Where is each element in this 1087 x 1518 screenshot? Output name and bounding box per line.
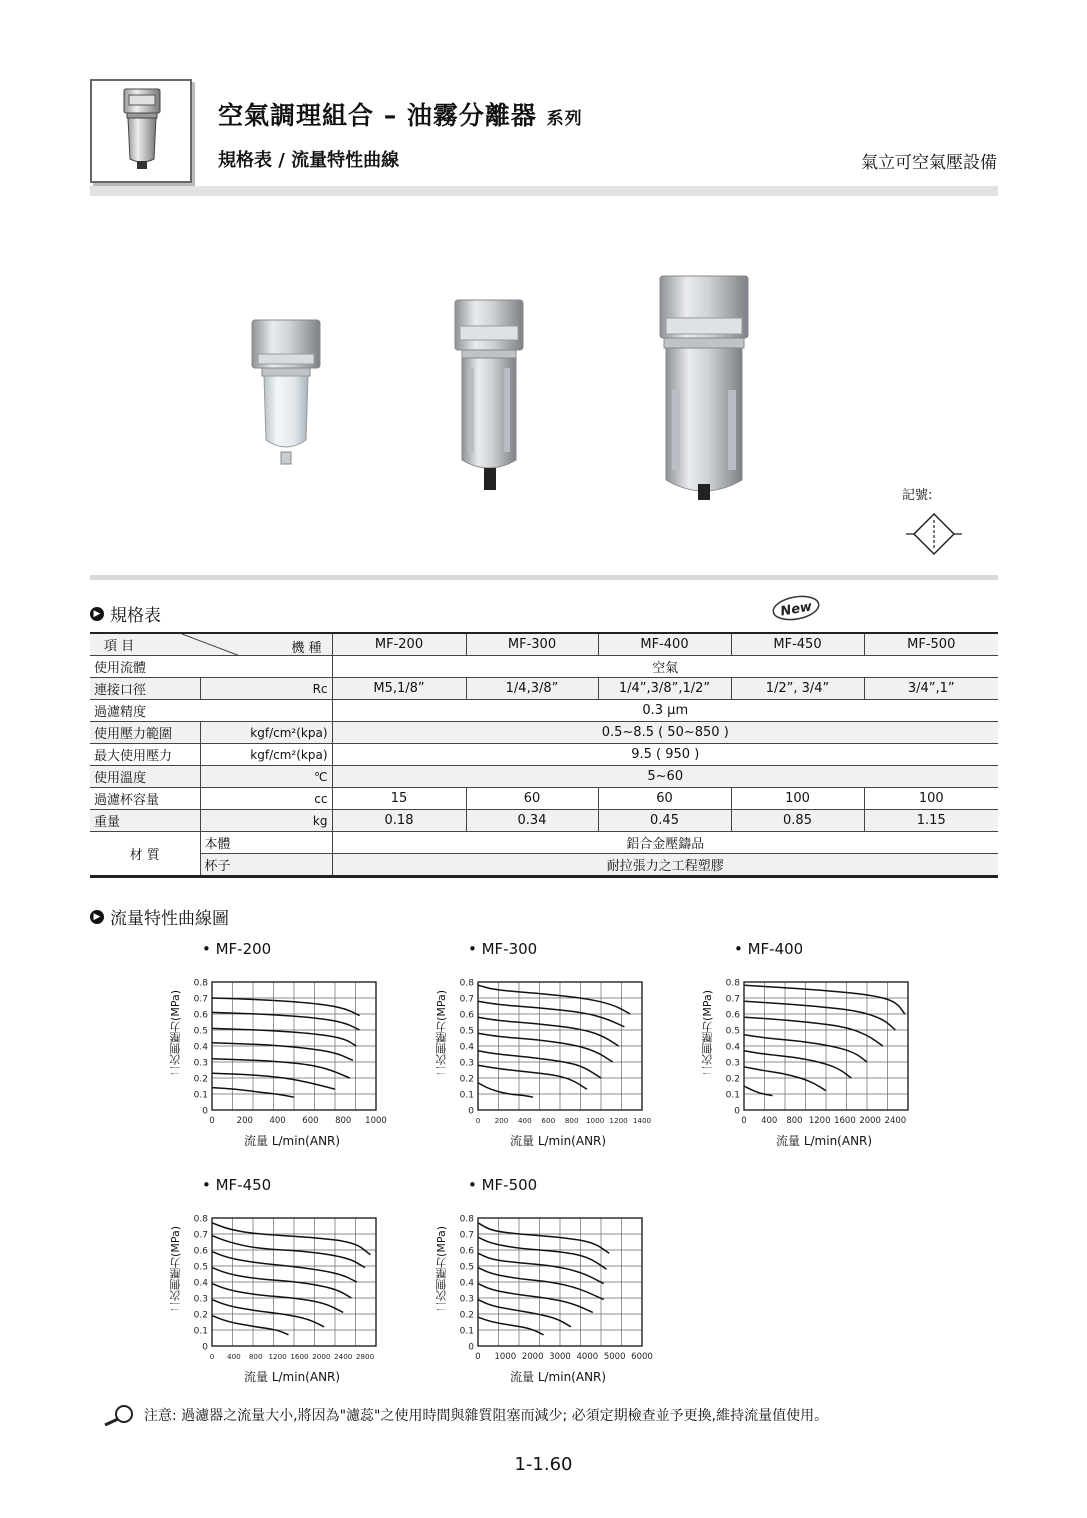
company-name: 氣立可空氣壓設備 (861, 153, 997, 173)
series-line (212, 1012, 360, 1030)
y-axis-label: 二次側壓力(MPa) (701, 990, 714, 1076)
y-tick-label: 0.8 (193, 978, 208, 989)
cell: 60 (598, 788, 731, 810)
table-row (90, 766, 998, 788)
y-tick-label: 0 (734, 1106, 740, 1117)
row-value: 0.5~8.5 ( 50~850 ) (332, 722, 998, 744)
y-tick-label: 0.4 (193, 1278, 208, 1289)
series-line (478, 1317, 544, 1335)
x-tick-label: 0 (209, 1352, 215, 1361)
y-tick-label: 0.8 (193, 1214, 208, 1225)
y-tick-label: 0.1 (193, 1326, 208, 1337)
spec-section-heading (90, 601, 161, 626)
row-label: 材 質 (90, 832, 200, 877)
x-tick-label: 0 (475, 1116, 481, 1125)
series-line (478, 1253, 604, 1283)
series-line (744, 1001, 895, 1030)
row-unit: cc (200, 788, 332, 810)
y-tick-label: 0.4 (459, 1042, 474, 1053)
model-header: MF-300 (466, 633, 598, 656)
x-tick-label: 1200 (268, 1352, 287, 1361)
model-header: MF-500 (864, 633, 998, 656)
y-tick-label: 0.7 (193, 1230, 208, 1241)
spec-section-title: 規格表 (110, 606, 161, 626)
new-badge (771, 594, 821, 622)
table-row (90, 722, 998, 744)
y-tick-label: 0.4 (193, 1042, 208, 1053)
y-tick-label: 0.4 (725, 1042, 740, 1053)
filter-thumbnail-icon (92, 81, 190, 181)
flow-chart (426, 1176, 686, 1388)
x-tick-label: 1000 (494, 1352, 517, 1362)
y-tick-label: 0.7 (725, 994, 740, 1005)
x-tick-label: 0 (741, 1116, 747, 1126)
y-tick-label: 0.2 (725, 1074, 740, 1085)
y-tick-label: 0.6 (459, 1246, 474, 1257)
y-tick-label: 0 (468, 1106, 474, 1117)
y-tick-label: 0.1 (459, 1090, 474, 1101)
y-tick-label: 0 (202, 1106, 208, 1117)
cell: 60 (466, 788, 598, 810)
cell: 3/4”,1” (864, 678, 998, 700)
x-tick-label: 2000 (521, 1352, 544, 1362)
y-tick-label: 0.3 (193, 1058, 208, 1069)
y-tick-label: 0.8 (459, 978, 474, 989)
chart-plot (692, 940, 952, 1140)
cell: 1/2”, 3/4” (731, 678, 864, 700)
model-label: 機 種 (291, 641, 322, 656)
cell: 100 (864, 788, 998, 810)
row-label: 過濾杯容量 (90, 788, 200, 810)
x-tick-label: 2800 (355, 1352, 375, 1361)
row-unit: Rc (200, 678, 332, 700)
y-tick-label: 0.2 (193, 1310, 208, 1321)
section-bullet-icon: ▶ (90, 607, 104, 621)
table-header-row (90, 633, 998, 656)
row-unit: kg (200, 810, 332, 832)
row-sublabel: 本體 (200, 832, 332, 854)
y-tick-label: 0.5 (725, 1026, 740, 1037)
x-tick-label: 1400 (632, 1116, 652, 1125)
x-tick-label: 800 (564, 1116, 579, 1125)
flow-section-heading (90, 904, 229, 929)
table-row (90, 744, 998, 766)
chart-title: • MF-200 (202, 940, 272, 958)
x-tick-label: 400 (517, 1116, 532, 1125)
row-label: 使用壓力範圍 (90, 722, 200, 744)
x-tick-label: 2400 (884, 1116, 907, 1126)
table-row (90, 656, 998, 678)
y-tick-label: 0 (468, 1342, 474, 1353)
row-value: 空氣 (332, 656, 998, 678)
table-row (90, 678, 998, 700)
x-tick-label: 400 (227, 1352, 241, 1361)
x-tick-label: 1200 (609, 1116, 628, 1125)
x-tick-label: 3000 (549, 1352, 571, 1362)
x-tick-label: 2400 (334, 1352, 353, 1361)
cell: 0.34 (466, 810, 598, 832)
header-diagonal-cell (90, 633, 332, 656)
y-tick-label: 0.3 (193, 1294, 208, 1305)
row-value: 0.3 μm (332, 700, 998, 722)
x-tick-label: 1200 (808, 1116, 831, 1126)
row-unit: kgf/cm²(kpa) (200, 744, 332, 766)
page-subtitle: 規格表 / 流量特性曲線 (218, 150, 400, 171)
chart-plot (426, 940, 686, 1140)
y-tick-label: 0.4 (459, 1278, 474, 1289)
series-line (212, 1043, 353, 1061)
cell: 1/4”,3/8”,1/2” (598, 678, 731, 700)
product-thumbnail (90, 79, 192, 183)
y-tick-label: 0.5 (459, 1026, 474, 1037)
x-tick-label: 0 (475, 1352, 481, 1362)
row-label: 連接口徑 (90, 678, 200, 700)
footer-note (102, 1404, 828, 1426)
x-tick-label: 0 (209, 1116, 215, 1126)
title-series: 系列 (546, 109, 583, 129)
page-number: 1-1.60 (514, 1454, 573, 1475)
item-label: 項 目 (104, 639, 135, 654)
y-tick-label: 0 (202, 1342, 208, 1353)
y-tick-label: 0.2 (459, 1074, 474, 1085)
y-tick-label: 0.1 (193, 1090, 208, 1101)
new-badge-text: New (779, 599, 814, 620)
flow-chart (160, 1176, 420, 1388)
y-tick-label: 0.5 (193, 1262, 208, 1273)
cell: 100 (731, 788, 864, 810)
model-header: MF-200 (332, 633, 466, 656)
x-axis-label: 流量 L/min(ANR) (776, 1134, 873, 1148)
cell: 0.18 (332, 810, 466, 832)
spec-table (90, 632, 998, 878)
row-sublabel: 杯子 (200, 854, 332, 877)
y-axis-label: 二次側壓力(MPa) (435, 990, 448, 1076)
y-tick-label: 0.2 (193, 1074, 208, 1085)
chart-title: • MF-300 (468, 940, 538, 958)
x-tick-label: 1600 (834, 1116, 856, 1126)
x-tick-label: 1000 (585, 1116, 605, 1125)
x-tick-label: 2000 (312, 1352, 331, 1361)
cell: 15 (332, 788, 466, 810)
cell: M5,1/8” (332, 678, 466, 700)
header-divider (90, 186, 998, 196)
row-label: 使用溫度 (90, 766, 200, 788)
y-tick-label: 0.7 (459, 1230, 474, 1241)
x-tick-label: 2000 (859, 1116, 881, 1126)
x-tick-label: 600 (302, 1116, 319, 1126)
table-row (90, 854, 998, 877)
row-label: 重量 (90, 810, 200, 832)
flow-chart (160, 940, 420, 1152)
x-tick-label: 600 (541, 1116, 556, 1125)
y-tick-label: 0.5 (459, 1262, 474, 1273)
chart-title: • MF-450 (202, 1176, 272, 1194)
mf-200-photo (252, 320, 320, 464)
flow-chart (426, 940, 686, 1152)
cell: 1.15 (864, 810, 998, 832)
series-line (478, 1223, 609, 1253)
x-axis-label: 流量 L/min(ANR) (510, 1134, 607, 1148)
series-line (478, 1083, 533, 1097)
x-tick-label: 1600 (290, 1352, 309, 1361)
model-header: MF-400 (598, 633, 731, 656)
x-axis-label: 流量 L/min(ANR) (244, 1370, 341, 1384)
x-tick-label: 5000 (603, 1352, 626, 1362)
y-axis-label: 二次側壓力(MPa) (435, 1226, 448, 1312)
y-tick-label: 0.7 (193, 994, 208, 1005)
y-tick-label: 0.1 (459, 1326, 474, 1337)
x-axis-label: 流量 L/min(ANR) (244, 1134, 341, 1148)
x-tick-label: 1000 (365, 1116, 387, 1126)
y-tick-label: 0.6 (193, 1246, 208, 1257)
table-row (90, 700, 998, 722)
x-tick-label: 200 (494, 1116, 509, 1125)
row-value: 鋁合金壓鑄品 (332, 832, 998, 854)
chart-plot (160, 1176, 420, 1376)
flow-section-title: 流量特性曲線圖 (110, 909, 229, 929)
x-tick-label: 800 (786, 1116, 803, 1126)
section-divider (90, 575, 998, 580)
y-tick-label: 0.5 (193, 1026, 208, 1037)
row-label: 過濾精度 (90, 700, 332, 722)
mf-300-photo (455, 300, 523, 490)
x-tick-label: 6000 (631, 1352, 653, 1362)
row-label: 使用流體 (90, 656, 332, 678)
page-title (218, 96, 583, 132)
x-tick-label: 200 (236, 1116, 253, 1126)
y-tick-label: 0.6 (193, 1010, 208, 1021)
series-line (212, 1316, 289, 1335)
y-tick-label: 0.1 (725, 1090, 740, 1101)
y-tick-label: 0.6 (725, 1010, 740, 1021)
y-tick-label: 0.3 (459, 1294, 474, 1305)
table-row (90, 832, 998, 854)
filter-symbol-icon (906, 512, 962, 556)
row-label: 最大使用壓力 (90, 744, 200, 766)
table-row (90, 810, 998, 832)
y-tick-label: 0.7 (459, 994, 474, 1005)
cell: 0.85 (731, 810, 864, 832)
symbol-label: 記號: (902, 488, 933, 503)
y-tick-label: 0.2 (459, 1310, 474, 1321)
series-line (744, 985, 905, 1014)
y-tick-label: 0.8 (725, 978, 740, 989)
y-tick-label: 0.3 (725, 1058, 740, 1069)
row-value: 5~60 (332, 766, 998, 788)
chart-title: • MF-400 (734, 940, 804, 958)
x-tick-label: 400 (761, 1116, 778, 1126)
cell: 0.45 (598, 810, 731, 832)
note-text: 注意: 過濾器之流量大小,將因為"濾蕊"之使用時間與雜質阻塞而減少; 必須定期檢查並予更換,維持流量值使用。 (144, 1408, 829, 1424)
series-line (744, 1051, 851, 1078)
y-axis-label: 二次側壓力(MPa) (169, 990, 182, 1076)
title-main: 空氣調理組合 – 油霧分離器 (218, 101, 537, 130)
x-tick-label: 800 (335, 1116, 352, 1126)
row-unit: ℃ (200, 766, 332, 788)
flow-chart (692, 940, 952, 1152)
model-header: MF-450 (731, 633, 864, 656)
y-tick-label: 0.6 (459, 1010, 474, 1021)
chart-plot (160, 940, 420, 1140)
product-photos (240, 270, 780, 510)
cell: 1/4,3/8” (466, 678, 598, 700)
table-row (90, 788, 998, 810)
x-tick-label: 400 (269, 1116, 286, 1126)
series-line (478, 1268, 604, 1300)
row-unit: kgf/cm²(kpa) (200, 722, 332, 744)
magnifier-icon (102, 1404, 136, 1426)
row-value: 9.5 ( 950 ) (332, 744, 998, 766)
section-bullet-icon: ▶ (90, 910, 104, 924)
y-axis-label: 二次側壓力(MPa) (169, 1226, 182, 1312)
series-line (212, 1300, 324, 1327)
series-line (478, 1300, 571, 1327)
series-line (478, 1065, 587, 1089)
y-tick-label: 0.8 (459, 1214, 474, 1225)
mf-400-photo (660, 276, 748, 500)
x-tick-label: 800 (248, 1352, 263, 1361)
row-value: 耐拉張力之工程塑膠 (332, 854, 998, 877)
x-tick-label: 4000 (576, 1352, 599, 1362)
x-axis-label: 流量 L/min(ANR) (510, 1370, 607, 1384)
chart-plot (426, 1176, 686, 1376)
chart-title: • MF-500 (468, 1176, 538, 1194)
y-tick-label: 0.3 (459, 1058, 474, 1069)
